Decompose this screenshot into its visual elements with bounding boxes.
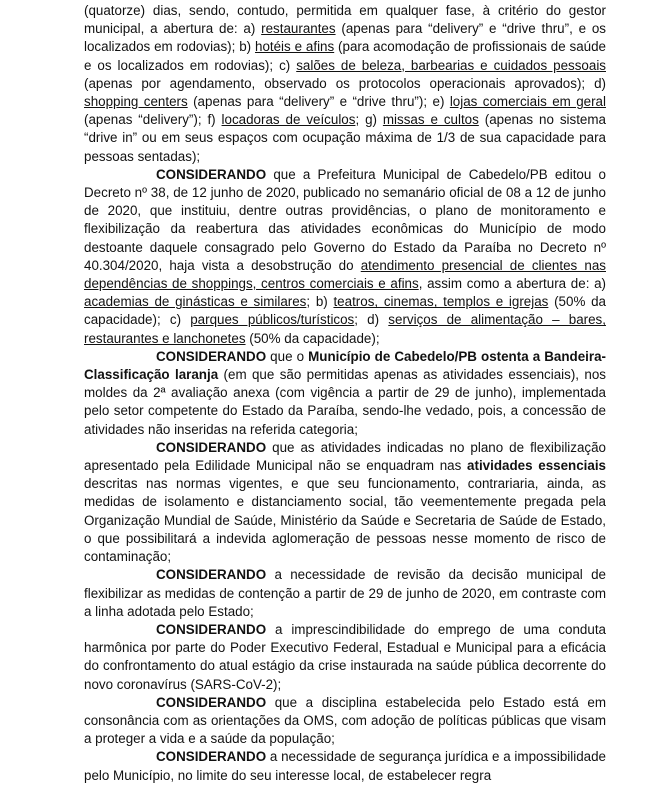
text-run: (50% da capacidade); c)	[84, 294, 606, 328]
underlined-text: missas e cultos	[382, 112, 479, 128]
paragraph-6	[84, 694, 606, 749]
text-run: (apenas por agendamento, observado os protocolos operacionais aprovados); d)	[84, 75, 606, 91]
underlined-text: parques públicos/turísticos	[190, 312, 355, 328]
bold-text: CONSIDERANDO	[156, 439, 267, 455]
underlined-text: atendimento presencial de clientes nas dependências de shoppings, centros comerciais e afins	[84, 257, 606, 292]
bold-text: atividades essenciais	[467, 458, 606, 474]
paragraph-1	[84, 166, 606, 348]
text-run: (quatorze) dias, sendo, contudo, permitida em qualquer fase, à critério do gestor municipal, a abertura de: a)	[84, 3, 606, 37]
underlined-text: serviços de alimentação – bares, restaurantes e lanchonetes	[84, 312, 606, 346]
underlined-text: shopping centers	[84, 94, 188, 110]
bold-text: CONSIDERANDO	[156, 166, 267, 182]
text-run: descritas nas normas vigentes, e que seu funcionamento, contrariaria, ainda, as medidas de isolamento e distanciamento social, tão veementemente pregada pela Organização Mundial de Saúde, Ministério da Saúde e Secretaria de Saúde de Estado, o que possibilitará a indevida aglomeração de pessoas nesse momento de risco de contaminação;	[84, 476, 606, 565]
paragraph-4	[84, 566, 606, 621]
bold-text: Município de Cabedelo/PB ostenta a Bandeira-Classificação laranja	[84, 348, 606, 383]
bold-text: CONSIDERANDO	[156, 694, 267, 710]
text-run: a necessidade de revisão da decisão municipal de flexibilizar as medidas de contenção a partir de 29 de junho de 2020, em contraste com a linha adotada pelo Estado;	[84, 567, 606, 619]
text-run: que o	[266, 348, 309, 364]
bold-text: CONSIDERANDO	[156, 749, 267, 765]
paragraph-7	[84, 748, 606, 784]
text-run: a imprescindibilidade do emprego de uma conduta harmônica por parte do Poder Executivo Federal, Estadual e Municipal para a eficácia do confrontamento do atual estágio da crise instaurada na saúde pública decorrente do novo coronavírus (SARS-CoV-2);	[84, 621, 606, 692]
paragraph-0	[84, 2, 606, 166]
text-run: , assim como a abertura de: a)	[418, 276, 606, 292]
underlined-text: academias de ginásticas e similares	[84, 294, 307, 310]
text-run: ; d)	[354, 312, 389, 328]
text-run: (50% da capacidade);	[245, 330, 380, 346]
paragraph-3	[84, 439, 606, 566]
text-run: a necessidade de segurança jurídica e a impossibilidade pelo Município, no limite do seu interesse local, de estabelecer regra	[84, 749, 606, 783]
text-run: que a disciplina estabelecida pelo Estado está em consonância com as orientações da OMS, com adoção de políticas públicas que visam a proteger a vida e a saúde da população;	[84, 694, 606, 747]
document-body	[84, 2, 606, 785]
text-run: (em que são permitidas apenas as atividades essenciais), nos moldes da 2ª avaliação anexa (com vigência a partir de 29 de junho), implementada pelo setor competente do Estado da Paraíba, sendo-lhe vedado, pois, a concessão de atividades não inseridas na referida categoria;	[84, 367, 606, 437]
bold-text: CONSIDERANDO	[156, 621, 267, 637]
text-run: (apenas para “delivery” e “drive thru”); e)	[187, 94, 450, 110]
text-run: (apenas no sistema “drive in” ou em seus espaços com ocupação máxima de 1/3 de sua capacidade para pessoas sentadas);	[84, 112, 606, 164]
underlined-text: lojas comerciais em geral	[449, 94, 606, 110]
underlined-text: restaurantes	[261, 21, 336, 37]
underlined-text: salões de beleza, barbearias e cuidados pessoais	[296, 57, 606, 73]
underlined-text: hotéis e afins	[255, 39, 335, 55]
paragraph-2	[84, 348, 606, 439]
text-run: (apenas “delivery”); f)	[84, 112, 222, 128]
bold-text: CONSIDERANDO	[156, 348, 267, 364]
bold-text: CONSIDERANDO	[156, 567, 267, 583]
text-run: ; b)	[306, 294, 334, 310]
paragraph-5	[84, 621, 606, 694]
text-run: que a Prefeitura Municipal de Cabedelo/PB editou o Decreto nº 38, de 12 junho de 2020, publicado no semanário oficial de 08 a 12 de junho de 2020, que instituiu, dentre outras providências, o plano de monitoramento e flexibilização da reabertura das atividades econômicas do Município de modo destoante daquele consagrado pelo Governo do Estado da Paraíba no Decreto nº 40.304/2020, haja vista a desobstrução do	[84, 166, 606, 273]
text-run: ; g)	[355, 112, 383, 128]
text-run: (para acomodação de profissionais de saúde e os localizados em rodovias); c)	[84, 39, 606, 73]
text-run: (apenas para “delivery” e “drive thru”, e os localizados em rodovias); b)	[84, 21, 607, 55]
underlined-text: teatros, cinemas, templos e igrejas	[333, 294, 549, 310]
underlined-text: locadoras de veículos	[221, 112, 356, 128]
text-run: que as atividades indicadas no plano de flexibilização apresentado pela Edilidade Municipal não se enquadram nas	[84, 439, 606, 474]
